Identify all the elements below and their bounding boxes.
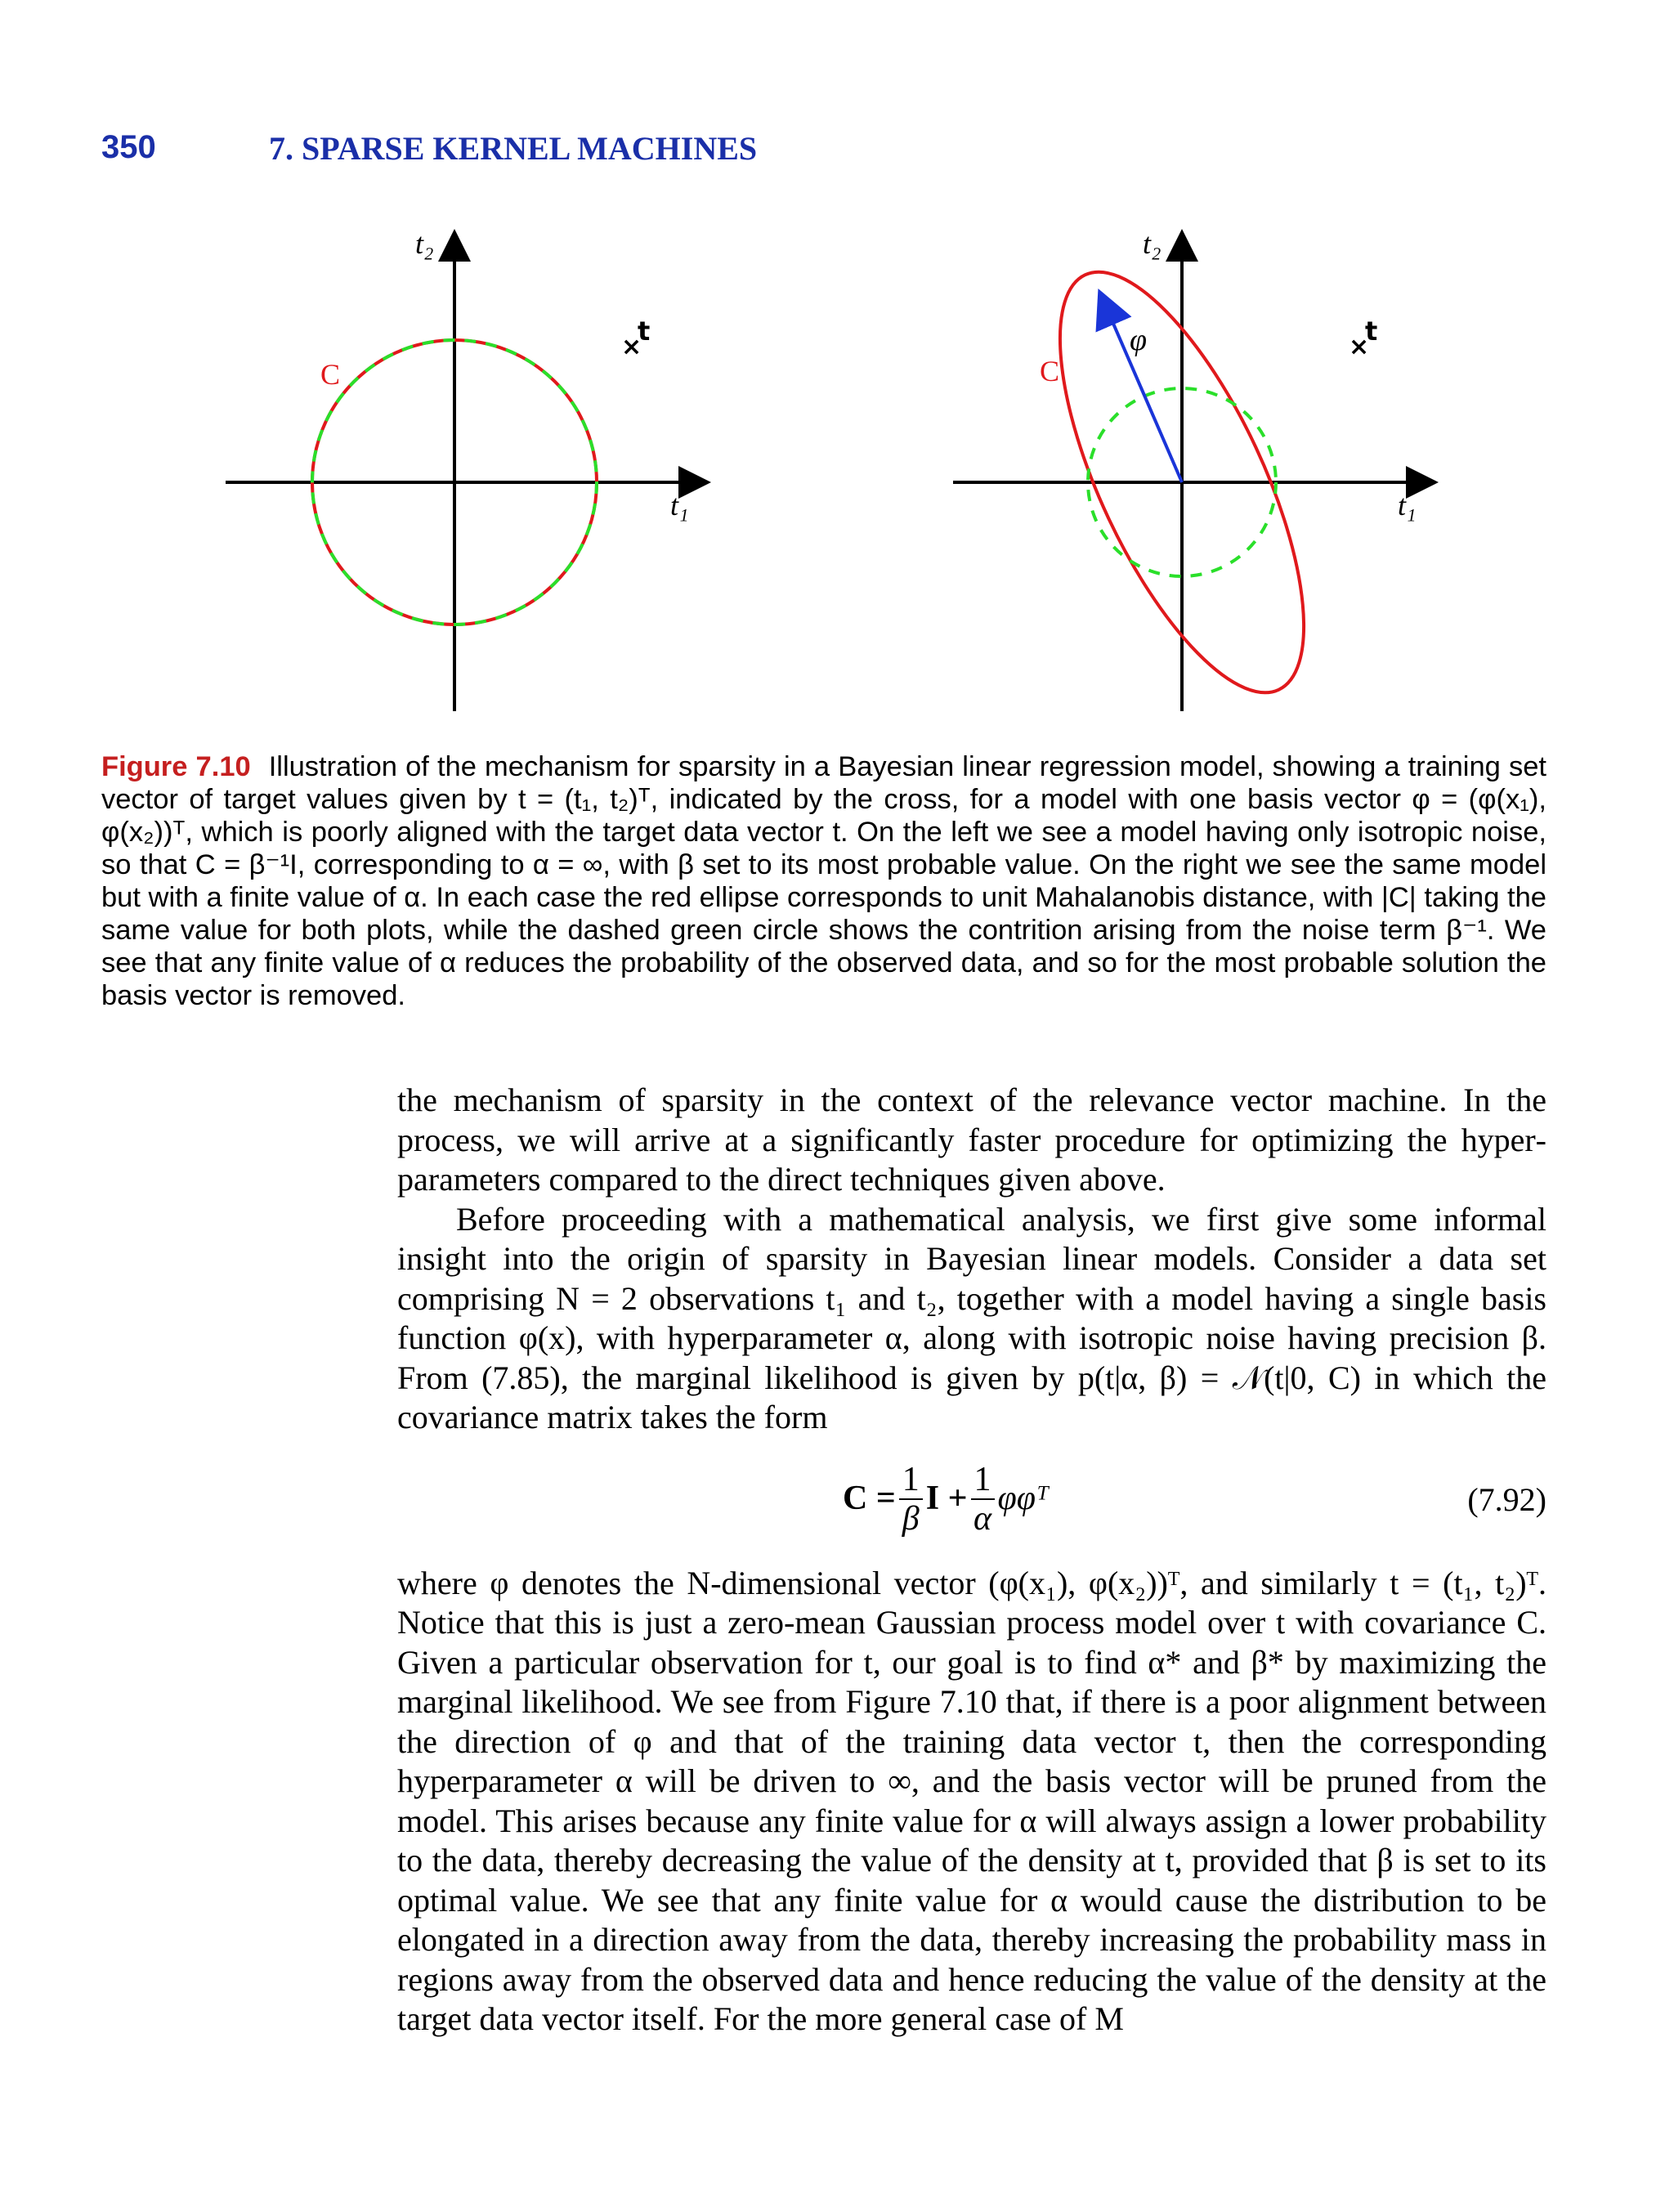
- chapter-title: 7. SPARSE KERNEL MACHINES: [269, 130, 758, 167]
- paragraph: where φ denotes the N-dimensional vector (φ(x₁), φ(x₂))ᵀ, and similarly t = (t₁, t₂)ᵀ. Notice that this is just a zero-mean Gaussian process model over t with covariance C. Given a particular observation for t, our goal is to find α* and β* by maximizing the marginal likelihood. We see from Figure 7.10 that, if there is a poor alignment between the direction of φ and that of the training data vector t, then the corresponding hyperparameter α will be driven to ∞, and the basis vector will be pruned from the model. This arises because any finite value for α will always assign a lower probability to the data, thereby decreasing the value of the density at t, provided that β is set to its optimal value. We see that any finite value for α would cause the distribution to be elongated in a direction away from the data, thereby increasing the probability mass in regions away from the observed data and hence reducing the value of the density at the target data vector itself. For the more general case of M: [397, 1564, 1546, 2037]
- equation-number: (7.92): [1467, 1480, 1546, 1518]
- page-header: [101, 129, 1568, 178]
- axis-x-label: t₁: [670, 489, 689, 522]
- eq-frac2-den: α: [974, 1499, 992, 1538]
- eq-fraction-alpha: [971, 1461, 995, 1538]
- data-point-marker: ×: [1349, 333, 1370, 361]
- figure-label: Figure 7.10: [101, 751, 251, 782]
- body-text: [397, 1081, 1546, 2040]
- axis-x-label: t₁: [1398, 489, 1417, 522]
- paragraph: Before proceeding with a mathematical analysis, we first give some informal insight into the origin of sparsity in Bayesian linear models. Consider a data set comprising N = 2 observations t₁ and t₂, together with a model having a single basis function φ(x), with hyperparameter α, along with isotropic noise having precision β. From (7.85), the marginal likelihood is given by p(t|α, β) = 𝒩(t|0, C) in which the covariance matrix takes the form: [397, 1200, 1546, 1435]
- eq-lhs: C =: [843, 1480, 896, 1518]
- eq-frac1-den: β: [902, 1499, 920, 1538]
- cov-label: C: [320, 358, 341, 391]
- phi-label: φ: [1130, 323, 1148, 357]
- right-plot: [924, 221, 1496, 728]
- paragraph: the mechanism of sparsity in the context of the relevance vector machine. In the process, we will arrive at a significantly faster procedure for optimizing the hyperparameters compared to the direct techniques given above.: [397, 1081, 1546, 1198]
- equation-7-92: [397, 1454, 1546, 1544]
- eq-term1: I +: [925, 1480, 968, 1518]
- data-point-label: t: [638, 316, 651, 347]
- eq-term2: φφᵀ: [997, 1480, 1050, 1518]
- axis-y-label: t₂: [1143, 227, 1162, 260]
- figure-caption: [101, 750, 1546, 1012]
- page-number: 350: [101, 129, 156, 165]
- left-plot: [196, 221, 768, 728]
- eq-frac2-num: 1: [971, 1461, 995, 1500]
- eq-fraction-beta: [899, 1461, 923, 1538]
- axis-y-label: t₂: [415, 227, 434, 260]
- data-point-label: t: [1365, 316, 1378, 347]
- figure-7-10: [196, 221, 1586, 728]
- equation-body: [843, 1461, 1049, 1538]
- cov-label: C: [1040, 355, 1060, 387]
- data-point-marker: ×: [621, 333, 642, 361]
- eq-frac1-num: 1: [899, 1461, 923, 1500]
- caption-text: Illustration of the mechanism for sparsity in a Bayesian linear regression model, showing a training set vector of target values given by t = (t₁, t₂)ᵀ, indicated by the cross, for a model with one basis vector φ = (φ(x₁), φ(x₂))ᵀ, which is poorly aligned with the target data vector t. On the left we see a model having only isotropic noise, so that C = β⁻¹I, corresponding to α = ∞, with β set to its most probable value. On the right we see the same model but with a finite value of α. In each case the red ellipse corresponds to unit Mahalanobis distance, with |C| taking the same value for both plots, while the dashed green circle shows the contrition arising from the noise term β⁻¹. We see that any finite value of α reduces the probability of the observed data, and so for the most probable solution the basis vector is removed.: [101, 751, 1546, 1011]
